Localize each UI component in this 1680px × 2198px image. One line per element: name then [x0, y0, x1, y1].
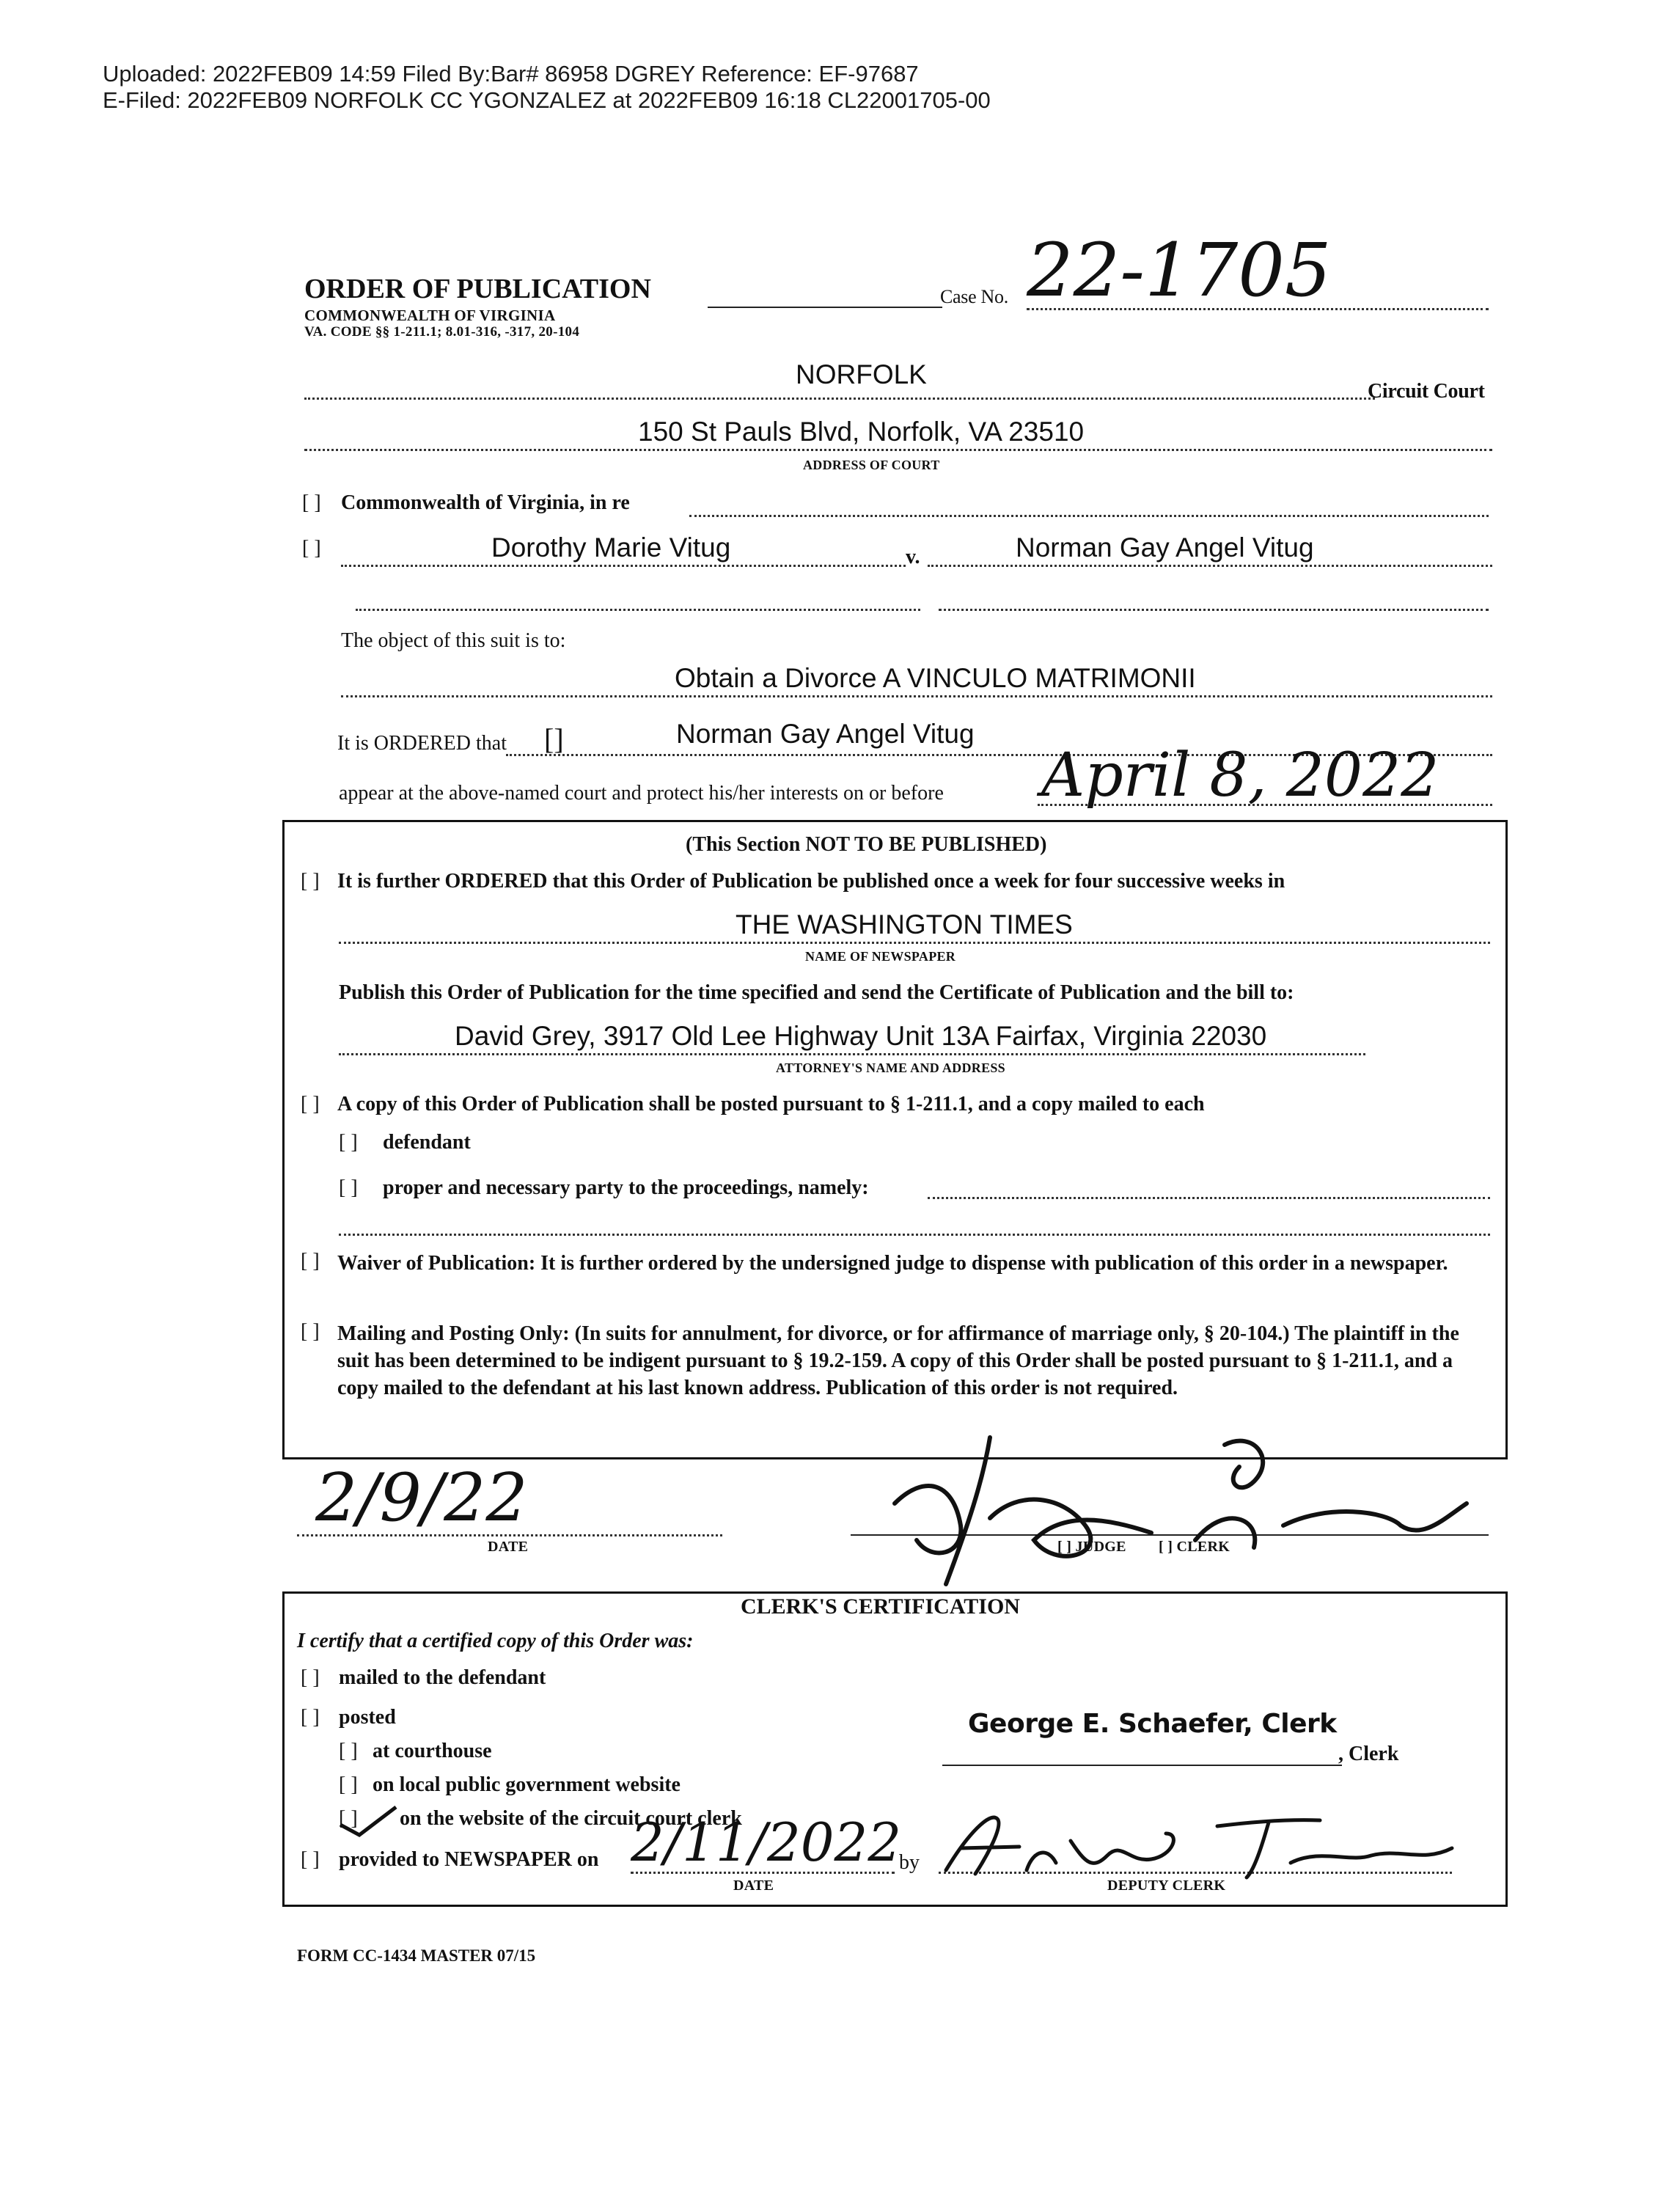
checkbox-local-site[interactable]: [ ] [339, 1773, 358, 1796]
appear-date: April 8, 2022 [1041, 741, 1439, 810]
local-site-option: on local public government website [373, 1773, 681, 1796]
newspaper-option: provided to NEWSPAPER on [339, 1848, 599, 1871]
deputy-clerk-signature [939, 1804, 1467, 1885]
court-address: 150 St Pauls Blvd, Norfolk, VA 23510 [638, 417, 1085, 447]
form-number: FORM CC-1434 MASTER 07/15 [297, 1946, 536, 1965]
checkbox-mailed[interactable]: [ ] [301, 1666, 320, 1689]
courthouse-option: at courthouse [373, 1740, 492, 1762]
address-label: ADDRESS OF COURT [803, 458, 940, 472]
provided-date-label: DATE [733, 1878, 774, 1894]
publish-instructions: Publish this Order of Publication for the time specified and send the Certificate of Publication and the bill to: [339, 981, 1294, 1004]
ordered-party: Norman Gay Angel Vitug [676, 719, 975, 749]
further-ordered-text: It is further ORDERED that this Order of Publication be published once a week for four successive weeks in [337, 870, 1285, 893]
checkbox-circuit-site[interactable]: [ ] [339, 1807, 358, 1830]
court-name: NORFOLK [796, 359, 927, 389]
clerk-suffix-label: , Clerk [1338, 1743, 1399, 1765]
clerk-name-stamp: George E. Schaefer, Clerk [968, 1709, 1337, 1739]
upload-stamp: Uploaded: 2022FEB09 14:59 Filed By:Bar# 86958 DGREY Reference: EF-97687 [103, 61, 919, 87]
case-number: 22-1705 [1027, 227, 1332, 313]
circuit-site-option: on the website of the circuit court clerk [400, 1807, 742, 1830]
signature-date-label: DATE [488, 1539, 529, 1555]
in-re-label: Commonwealth of Virginia, in re [341, 491, 630, 514]
checkbox-courthouse[interactable]: [ ] [339, 1740, 358, 1762]
appear-label: appear at the above-named court and protect his/her interests on or before [339, 782, 944, 805]
case-no-label: Case No. [940, 286, 1008, 307]
checkbox-newspaper[interactable]: [ ] [301, 1848, 320, 1871]
code-reference: VA. CODE §§ 1-211.1; 8.01-316, -317, 20-104 [304, 324, 580, 340]
checkbox-parties[interactable]: [ ] [302, 537, 321, 560]
defendant-name: Norman Gay Angel Vitug [1016, 532, 1314, 563]
posted-option: posted [339, 1706, 396, 1729]
object-label: The object of this suit is to: [341, 629, 566, 652]
checkbox-publish[interactable]: [ ] [301, 870, 320, 893]
by-label: by [899, 1851, 920, 1874]
checkbox-in-re[interactable]: [ ] [302, 491, 321, 514]
attorney-name-address: David Grey, 3917 Old Lee Highway Unit 13A Fairfax, Virginia 22030 [455, 1021, 1267, 1051]
waiver-text: Waiver of Publication: It is further ordered by the undersigned judge to dispense with publication of this order in a newspaper. [337, 1252, 1448, 1275]
versus-label: v. [906, 546, 920, 568]
circuit-court-label: Circuit Court [1368, 380, 1485, 403]
clerk-cert-heading: CLERK'S CERTIFICATION [741, 1594, 1020, 1619]
checkbox-mailing[interactable]: [ ] [301, 1320, 320, 1343]
copy-posted-text: A copy of this Order of Publication shall be posted pursuant to § 1-211.1, and a copy mailed to each [337, 1093, 1205, 1116]
checkbox-waiver[interactable]: [ ] [301, 1250, 320, 1272]
checkmark-icon [337, 1803, 403, 1839]
attorney-label: ATTORNEY'S NAME AND ADDRESS [776, 1060, 1005, 1075]
form-subtitle: COMMONWEALTH OF VIRGINIA [304, 307, 556, 324]
newspaper-name: THE WASHINGTON TIMES [736, 909, 1073, 939]
checkbox-posted[interactable]: [ ] [301, 1093, 320, 1116]
mailing-text: Mailing and Posting Only: (In suits for annulment, for divorce, or for affirmance of marriage only, § 20-104.) The plaintiff in the suit has been determined to be indigent pursuant to § 19.2-159. A copy of this Order shall be posted pursuant to § 1-211.1, and a copy mailed to the defendant at his last known address. Publication of this order is not required. [337, 1322, 1459, 1399]
checkbox-defendant[interactable]: [ ] [339, 1131, 358, 1154]
signed-date: 2/9/22 [315, 1459, 528, 1536]
section-heading: (This Section NOT TO BE PUBLISHED) [686, 833, 1047, 856]
certify-text: I certify that a certified copy of this Order was: [297, 1630, 694, 1652]
deputy-clerk-label: DEPUTY CLERK [1107, 1878, 1226, 1894]
defendant-option: defendant [383, 1131, 471, 1154]
clerk-signature-label: [ ] CLERK [1159, 1539, 1230, 1555]
form-title: ORDER OF PUBLICATION [304, 274, 651, 304]
newspaper-label: NAME OF NEWSPAPER [805, 949, 956, 964]
mailed-option: mailed to the defendant [339, 1666, 546, 1689]
plaintiff-name: Dorothy Marie Vitug [491, 532, 731, 563]
checkbox-cert-posted[interactable]: [ ] [301, 1706, 320, 1729]
suit-object: Obtain a Divorce A VINCULO MATRIMONII [675, 663, 1196, 693]
ordered-mark: [] [544, 722, 564, 755]
efile-stamp: E-Filed: 2022FEB09 NORFOLK CC YGONZALEZ at 2022FEB09 16:18 CL22001705-00 [103, 87, 991, 113]
judge-clerk-signature [843, 1415, 1489, 1606]
provided-date: 2/11/2022 [631, 1811, 902, 1873]
ordered-label: It is ORDERED that [337, 732, 507, 755]
judge-label: [ ] JUDGE [1057, 1539, 1126, 1555]
checkbox-party[interactable]: [ ] [339, 1176, 358, 1199]
party-option: proper and necessary party to the proceedings, namely: [383, 1176, 869, 1199]
